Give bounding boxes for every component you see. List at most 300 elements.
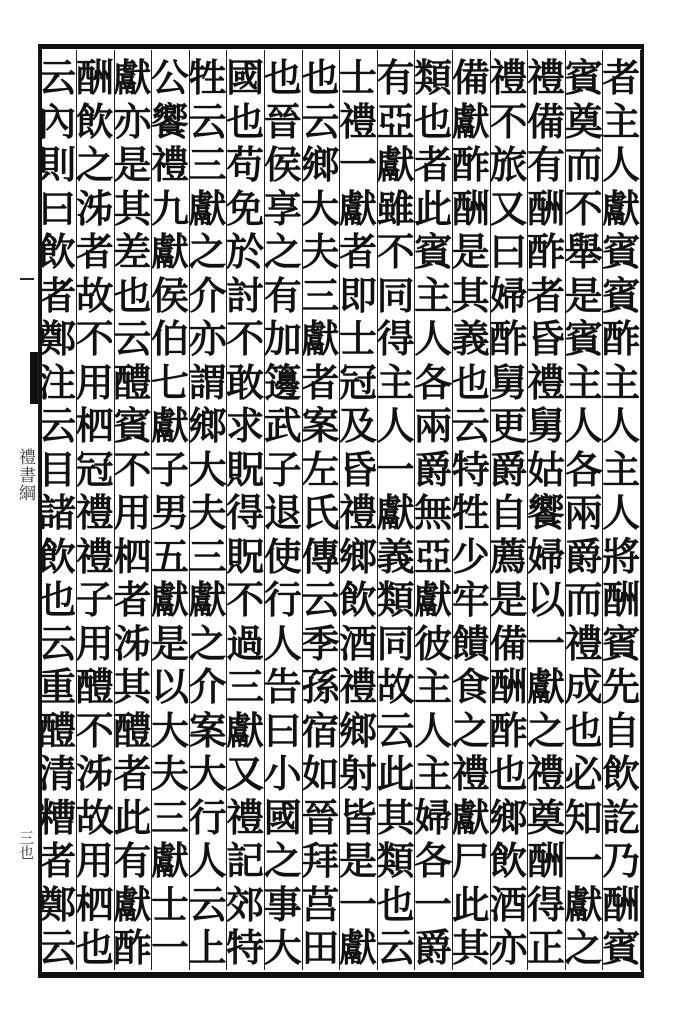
glyph: 亞 (414, 533, 453, 579)
glyph: 左 (301, 446, 340, 492)
glyph: 各 (414, 838, 453, 883)
glyph: 差 (113, 229, 152, 274)
glyph: 用 (113, 490, 152, 535)
glyph: 乃 (602, 838, 641, 883)
glyph: 旅 (489, 142, 528, 187)
glyph: 禮 (526, 359, 565, 405)
glyph: 射 (338, 751, 377, 796)
glyph: 主 (414, 664, 453, 709)
glyph: 及 (338, 403, 377, 448)
glyph: 云 (376, 707, 415, 753)
glyph: 者 (38, 272, 77, 318)
glyph: 也 (113, 272, 152, 318)
glyph: 此 (414, 185, 453, 231)
glyph: 者 (38, 838, 77, 883)
glyph: 獻 (451, 794, 490, 840)
glyph: 云 (38, 925, 77, 970)
glyph: 婦 (526, 533, 565, 579)
glyph: 不 (113, 446, 152, 492)
glyph: 賓 (113, 403, 152, 448)
margin-folio: 三也 (17, 830, 35, 860)
glyph: 鄉 (338, 533, 377, 579)
glyph: 賓 (414, 229, 453, 274)
glyph: 大 (150, 707, 189, 753)
page-margin (0, 40, 34, 1000)
glyph: 不 (75, 316, 114, 361)
glyph: 案 (188, 707, 227, 753)
glyph: 禮 (526, 55, 565, 100)
glyph: 禮 (564, 620, 603, 666)
glyph: 醴 (113, 707, 152, 753)
glyph: 三 (188, 533, 227, 579)
glyph: 得 (376, 316, 415, 361)
glyph: 禮 (226, 794, 265, 840)
glyph: 泲 (113, 620, 152, 666)
glyph: 謂 (188, 359, 227, 405)
glyph: 禮 (338, 490, 377, 535)
glyph: 大 (188, 446, 227, 492)
glyph: 子 (75, 577, 114, 622)
glyph: 貺 (226, 446, 265, 492)
glyph: 禮 (150, 142, 189, 187)
glyph: 也 (564, 707, 603, 753)
glyph: 特 (451, 446, 490, 492)
glyph: 飲 (75, 98, 114, 144)
glyph: 皆 (338, 794, 377, 840)
glyph: 人 (414, 316, 453, 361)
glyph: 則 (38, 142, 77, 187)
glyph: 而 (564, 142, 603, 187)
glyph: 無 (414, 490, 453, 535)
glyph: 禮 (526, 751, 565, 796)
glyph: 者 (75, 229, 114, 274)
glyph: 獻 (376, 490, 415, 535)
glyph: 於 (226, 229, 265, 274)
glyph: 獻 (113, 55, 152, 100)
glyph: 案 (301, 403, 340, 448)
glyph: 男 (150, 490, 189, 535)
glyph: 獻 (338, 185, 377, 231)
glyph: 有 (376, 55, 415, 100)
glyph: 用 (75, 838, 114, 883)
glyph: 不 (564, 185, 603, 231)
margin-book-title: 禮書綱 (15, 448, 35, 502)
glyph: 獻 (226, 707, 265, 753)
glyph: 氏 (301, 490, 340, 535)
glyph: 侯 (150, 272, 189, 318)
glyph: 之 (564, 925, 603, 970)
glyph: 莒 (301, 881, 340, 927)
glyph: 以 (526, 577, 565, 622)
glyph: 賓 (564, 55, 603, 100)
glyph: 飲 (602, 751, 641, 796)
glyph: 禮 (489, 55, 528, 100)
glyph: 記 (226, 838, 265, 883)
glyph: 不 (376, 229, 415, 274)
glyph: 各 (414, 359, 453, 405)
glyph: 一 (564, 838, 603, 883)
glyph: 飲 (38, 229, 77, 274)
glyph: 獻 (113, 881, 152, 927)
glyph: 彼 (414, 620, 453, 666)
glyph: 飲 (38, 533, 77, 579)
glyph: 同 (376, 620, 415, 666)
glyph: 柶 (75, 403, 114, 448)
glyph: 討 (226, 272, 265, 318)
glyph: 一 (338, 881, 377, 927)
glyph: 禮 (338, 98, 377, 144)
glyph: 主 (414, 751, 453, 796)
glyph: 人 (564, 403, 603, 448)
glyph: 之 (451, 707, 490, 753)
glyph: 主 (602, 359, 641, 405)
glyph: 自 (602, 707, 641, 753)
glyph: 內 (38, 98, 77, 144)
glyph: 禮 (75, 533, 114, 579)
glyph: 宿 (301, 707, 340, 753)
glyph: 大 (301, 185, 340, 231)
glyph: 也 (38, 577, 77, 622)
glyph: 晉 (301, 794, 340, 840)
glyph: 三 (188, 142, 227, 187)
glyph: 一 (414, 881, 453, 927)
glyph: 行 (188, 794, 227, 840)
glyph: 也 (414, 98, 453, 144)
glyph: 獻 (376, 142, 415, 187)
glyph: 獻 (150, 577, 189, 622)
glyph: 免 (226, 185, 265, 231)
glyph: 此 (451, 881, 490, 927)
glyph: 主 (602, 446, 641, 492)
glyph: 也 (301, 55, 340, 100)
glyph: 公 (150, 55, 189, 100)
glyph: 者 (113, 751, 152, 796)
glyph: 舅 (489, 359, 528, 405)
glyph: 饋 (451, 620, 490, 666)
glyph: 云 (113, 316, 152, 361)
glyph: 清 (38, 751, 77, 796)
glyph: 云 (451, 403, 490, 448)
glyph: 國 (226, 55, 265, 100)
glyph: 大 (263, 925, 302, 970)
glyph: 是 (489, 577, 528, 622)
glyph: 柶 (75, 881, 114, 927)
glyph: 爵 (414, 925, 453, 970)
glyph: 子 (150, 446, 189, 492)
glyph: 也 (263, 55, 302, 100)
glyph: 之 (263, 838, 302, 883)
glyph: 酬 (75, 55, 114, 100)
glyph: 冠 (75, 446, 114, 492)
glyph: 酢 (451, 142, 490, 187)
glyph: 酢 (489, 707, 528, 753)
glyph: 獻 (150, 838, 189, 883)
glyph: 義 (451, 316, 490, 361)
glyph: 主 (564, 359, 603, 405)
glyph: 獻 (301, 316, 340, 361)
glyph: 備 (451, 55, 490, 100)
glyph: 爵 (414, 446, 453, 492)
glyph: 主 (376, 359, 415, 405)
glyph: 得 (226, 490, 265, 535)
glyph: 飲 (338, 577, 377, 622)
glyph: 此 (113, 794, 152, 840)
glyph: 婦 (489, 272, 528, 318)
glyph: 不 (226, 316, 265, 361)
glyph: 柶 (113, 533, 152, 579)
glyph: 獻 (451, 98, 490, 144)
glyph: 云 (38, 403, 77, 448)
glyph: 一 (150, 925, 189, 970)
glyph: 九 (150, 185, 189, 231)
glyph: 義 (376, 533, 415, 579)
glyph: 其 (451, 925, 490, 970)
glyph: 不 (75, 707, 114, 753)
glyph: 云 (301, 577, 340, 622)
glyph: 舉 (564, 229, 603, 274)
glyph: 訖 (602, 794, 641, 840)
glyph: 也 (376, 881, 415, 927)
glyph: 牢 (451, 577, 490, 622)
glyph: 尸 (451, 838, 490, 883)
glyph: 奠 (526, 794, 565, 840)
glyph: 士 (150, 881, 189, 927)
glyph: 獻 (602, 185, 641, 231)
glyph: 者 (526, 272, 565, 318)
glyph: 云 (188, 881, 227, 927)
glyph: 故 (376, 664, 415, 709)
glyph: 獻 (188, 185, 227, 231)
glyph: 泲 (75, 185, 114, 231)
glyph: 即 (338, 272, 377, 318)
glyph: 用 (75, 620, 114, 666)
glyph: 有 (263, 272, 302, 318)
glyph: 薦 (489, 533, 528, 579)
glyph: 鄭 (38, 881, 77, 927)
glyph: 飲 (489, 838, 528, 883)
glyph: 同 (376, 272, 415, 318)
glyph: 昏 (526, 316, 565, 361)
glyph: 之 (188, 229, 227, 274)
glyph: 武 (263, 403, 302, 448)
glyph: 一 (376, 446, 415, 492)
glyph: 事 (263, 881, 302, 927)
glyph: 者 (602, 55, 641, 100)
glyph: 酢 (489, 316, 528, 361)
glyph: 兩 (414, 403, 453, 448)
glyph: 其 (451, 272, 490, 318)
glyph: 賓 (602, 925, 641, 970)
glyph: 賓 (602, 620, 641, 666)
glyph: 牲 (451, 490, 490, 535)
column-rule (38, 50, 39, 970)
glyph: 酬 (526, 185, 565, 231)
glyph: 獻 (150, 229, 189, 274)
glyph: 雖 (376, 185, 415, 231)
glyph: 云 (188, 98, 227, 144)
glyph: 不 (226, 577, 265, 622)
glyph: 田 (301, 925, 340, 970)
glyph: 酬 (489, 664, 528, 709)
glyph: 夫 (188, 490, 227, 535)
glyph: 之 (188, 620, 227, 666)
glyph: 婦 (414, 794, 453, 840)
glyph: 其 (376, 794, 415, 840)
glyph: 云 (38, 55, 77, 100)
glyph: 亞 (376, 98, 415, 144)
glyph: 七 (150, 359, 189, 405)
glyph: 牲 (188, 55, 227, 100)
glyph: 酬 (602, 577, 641, 622)
glyph: 之 (526, 707, 565, 753)
glyph: 賓 (564, 316, 603, 361)
glyph: 備 (489, 620, 528, 666)
glyph: 人 (414, 707, 453, 753)
glyph: 此 (376, 751, 415, 796)
glyph: 糟 (38, 794, 77, 840)
glyph: 一 (338, 142, 377, 187)
glyph: 子 (263, 446, 302, 492)
glyph: 故 (75, 794, 114, 840)
glyph: 目 (38, 446, 77, 492)
glyph: 退 (263, 490, 302, 535)
glyph: 者 (414, 142, 453, 187)
glyph: 有 (113, 838, 152, 883)
glyph: 先 (602, 664, 641, 709)
glyph: 酢 (113, 925, 152, 970)
glyph: 爵 (564, 533, 603, 579)
glyph: 獻 (526, 664, 565, 709)
glyph: 鄭 (38, 316, 77, 361)
glyph: 諸 (38, 490, 77, 535)
glyph: 人 (602, 403, 641, 448)
glyph: 夫 (150, 751, 189, 796)
glyph: 冠 (338, 359, 377, 405)
glyph: 晉 (263, 98, 302, 144)
glyph: 鄉 (301, 142, 340, 187)
glyph: 侯 (263, 142, 302, 187)
glyph: 是 (113, 142, 152, 187)
glyph: 籩 (263, 359, 302, 405)
glyph: 是 (564, 272, 603, 318)
glyph: 人 (602, 142, 641, 187)
glyph: 獻 (188, 577, 227, 622)
glyph: 有 (526, 142, 565, 187)
glyph: 特 (226, 925, 265, 970)
glyph: 饗 (150, 98, 189, 144)
glyph: 亦 (113, 98, 152, 144)
glyph: 使 (263, 533, 302, 579)
glyph: 舅 (526, 403, 565, 448)
glyph: 之 (263, 229, 302, 274)
glyph: 饗 (526, 490, 565, 535)
glyph: 酬 (451, 185, 490, 231)
glyph: 云 (376, 925, 415, 970)
glyph: 故 (75, 272, 114, 318)
glyph: 醴 (38, 707, 77, 753)
glyph: 五 (150, 533, 189, 579)
glyph: 禮 (338, 664, 377, 709)
glyph: 三 (150, 794, 189, 840)
glyph: 鄉 (188, 403, 227, 448)
glyph: 將 (602, 533, 641, 579)
glyph: 行 (263, 577, 302, 622)
glyph: 用 (75, 359, 114, 405)
glyph: 人 (602, 490, 641, 535)
glyph: 酬 (526, 838, 565, 883)
glyph: 是 (451, 229, 490, 274)
glyph: 也 (226, 98, 265, 144)
glyph: 是 (150, 620, 189, 666)
glyph: 大 (188, 751, 227, 796)
glyph: 孫 (301, 664, 340, 709)
glyph: 備 (526, 98, 565, 144)
glyph: 享 (263, 185, 302, 231)
glyph: 季 (301, 620, 340, 666)
glyph: 郊 (226, 881, 265, 927)
glyph: 得 (526, 881, 565, 927)
glyph: 之 (75, 142, 114, 187)
glyph: 傳 (301, 533, 340, 579)
glyph: 者 (301, 359, 340, 405)
glyph: 各 (564, 446, 603, 492)
glyph: 者 (338, 229, 377, 274)
glyph: 曰 (263, 707, 302, 753)
glyph: 三 (226, 664, 265, 709)
glyph: 兩 (564, 490, 603, 535)
glyph: 亦 (489, 925, 528, 970)
glyph: 鄉 (489, 794, 528, 840)
glyph: 曰 (38, 185, 77, 231)
glyph: 上 (188, 925, 227, 970)
glyph: 伯 (150, 316, 189, 361)
glyph: 其 (113, 664, 152, 709)
glyph: 不 (489, 98, 528, 144)
glyph: 士 (338, 316, 377, 361)
glyph: 介 (188, 664, 227, 709)
glyph: 以 (150, 664, 189, 709)
glyph: 夫 (301, 229, 340, 274)
glyph: 其 (113, 185, 152, 231)
glyph: 酒 (489, 881, 528, 927)
glyph: 小 (263, 751, 302, 796)
glyph: 自 (489, 490, 528, 535)
glyph: 賓 (602, 229, 641, 274)
glyph: 禮 (75, 490, 114, 535)
glyph: 正 (526, 925, 565, 970)
glyph: 注 (38, 359, 77, 405)
glyph: 酢 (602, 316, 641, 361)
glyph: 醴 (113, 359, 152, 405)
glyph: 求 (226, 403, 265, 448)
glyph: 亦 (188, 316, 227, 361)
glyph: 酒 (338, 620, 377, 666)
glyph: 敢 (226, 359, 265, 405)
glyph: 人 (188, 838, 227, 883)
glyph: 類 (414, 55, 453, 100)
glyph: 三 (301, 272, 340, 318)
glyph: 人 (376, 403, 415, 448)
glyph: 酢 (526, 229, 565, 274)
glyph: 禮 (451, 751, 490, 796)
glyph: 苟 (226, 142, 265, 187)
glyph: 人 (263, 620, 302, 666)
glyph: 重 (38, 664, 77, 709)
glyph: 類 (376, 838, 415, 883)
glyph: 更 (489, 403, 528, 448)
glyph: 獻 (150, 403, 189, 448)
glyph: 泲 (75, 751, 114, 796)
